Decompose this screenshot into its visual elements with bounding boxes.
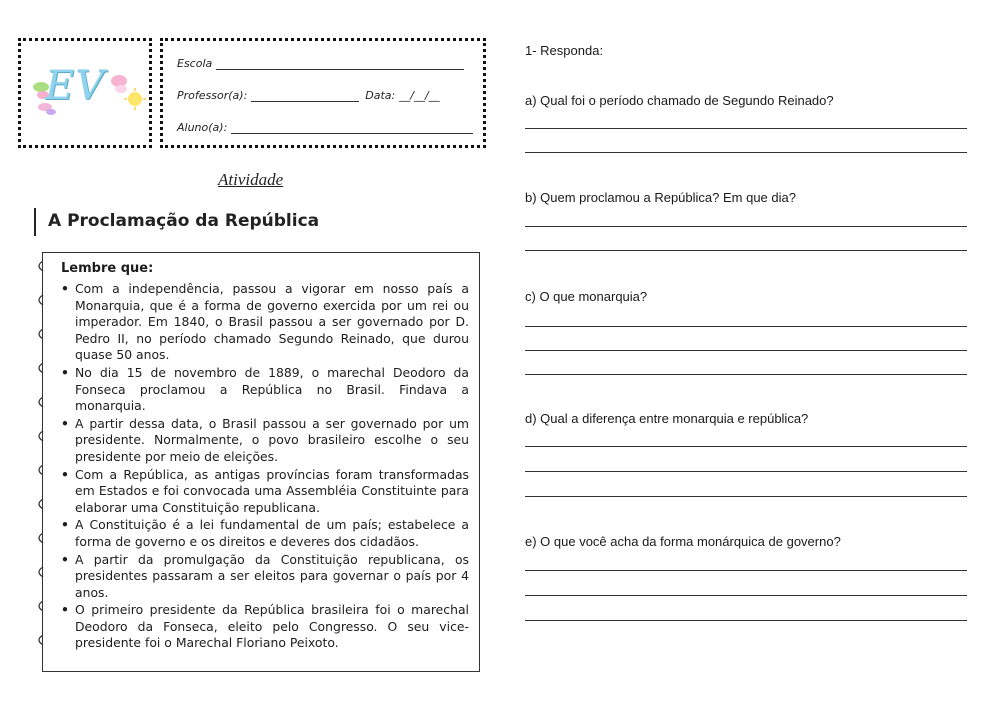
note-title: Lembre que: <box>61 261 154 276</box>
answer-line-c3[interactable] <box>525 374 967 375</box>
answer-line-e2[interactable] <box>525 595 967 596</box>
date-label: Data: <box>365 89 396 102</box>
question-d: d) Qual a diferença entre monarquia e república? <box>525 411 809 426</box>
activity-heading: Atividade <box>218 170 284 189</box>
school-label: Escola <box>177 57 213 70</box>
answer-line-a2[interactable] <box>525 152 967 153</box>
student-line <box>177 121 473 134</box>
note-list <box>61 281 469 653</box>
answer-line-d2[interactable] <box>525 471 967 472</box>
note-item: • A Constituição é a lei fundamental de um país; estabelece a forma de governo e os direitos e deveres dos cidadãos. <box>61 517 469 550</box>
logo-box <box>18 38 152 148</box>
answer-line-d1[interactable] <box>525 446 967 447</box>
student-label: Aluno(a): <box>177 121 228 134</box>
answer-line-a1[interactable] <box>525 128 967 129</box>
answer-line-e3[interactable] <box>525 620 967 621</box>
reminder-note <box>42 252 480 672</box>
section-title: A Proclamação da República <box>34 208 319 236</box>
note-item: • Com a República, as antigas províncias foram transformadas em Estados e foi convocada uma Assembléia Constituinte para elaborar uma Constituição republicana. <box>61 467 469 517</box>
answer-line-c1[interactable] <box>525 326 967 327</box>
school-line <box>177 57 464 70</box>
spiral-binding-icon <box>35 253 51 673</box>
note-item: • Com a independência, passou a vigorar em nosso país a Monarquia, que é a forma de governo exercida por um rei ou imperador. Em 1840, o Brasil passou a ser governado por D. Pedro II, no período chamado Segundo Reinado, que durou quase 50 anos. <box>61 281 469 364</box>
question-e: e) O que você acha da forma monárquica de governo? <box>525 534 841 549</box>
note-item: • No dia 15 de novembro de 1889, o marechal Deodoro da Fonseca proclamou a República no Brasil. Findava a monarquia. <box>61 365 469 415</box>
logo-text: EV <box>45 63 106 109</box>
school-field[interactable] <box>216 59 464 70</box>
student-info-box <box>160 38 486 148</box>
answer-line-e1[interactable] <box>525 570 967 571</box>
teacher-field[interactable] <box>251 91 359 102</box>
question-c: c) O que monarquia? <box>525 289 648 304</box>
question-a: a) Qual foi o período chamado de Segundo Reinado? <box>525 93 834 108</box>
note-item: • A partir dessa data, o Brasil passou a ser governado por um presidente. Normalmente, o povo brasileiro escolhe o seu presidente por meio de eleições. <box>61 416 469 466</box>
student-field[interactable] <box>231 123 473 134</box>
question-b: b) Quem proclamou a República? Em que dia? <box>525 190 796 205</box>
date-field[interactable]: __/__/__ <box>399 89 440 102</box>
note-item: • A partir da promulgação da Constituição republicana, os presidentes passaram a ser eleitos para governar o país por 4 anos. <box>61 552 469 602</box>
answer-line-b1[interactable] <box>525 226 967 227</box>
answer-line-b2[interactable] <box>525 250 967 251</box>
questions-title: 1- Responda: <box>525 43 604 58</box>
answer-line-c2[interactable] <box>525 350 967 351</box>
teacher-line <box>177 89 440 102</box>
answer-line-d3[interactable] <box>525 496 967 497</box>
teacher-label: Professor(a): <box>177 89 248 102</box>
note-item: • O primeiro presidente da República brasileira foi o marechal Deodoro da Fonseca, eleito pelo Congresso. O seu vice-presidente foi o Marechal Floriano Peixoto. <box>61 602 469 652</box>
